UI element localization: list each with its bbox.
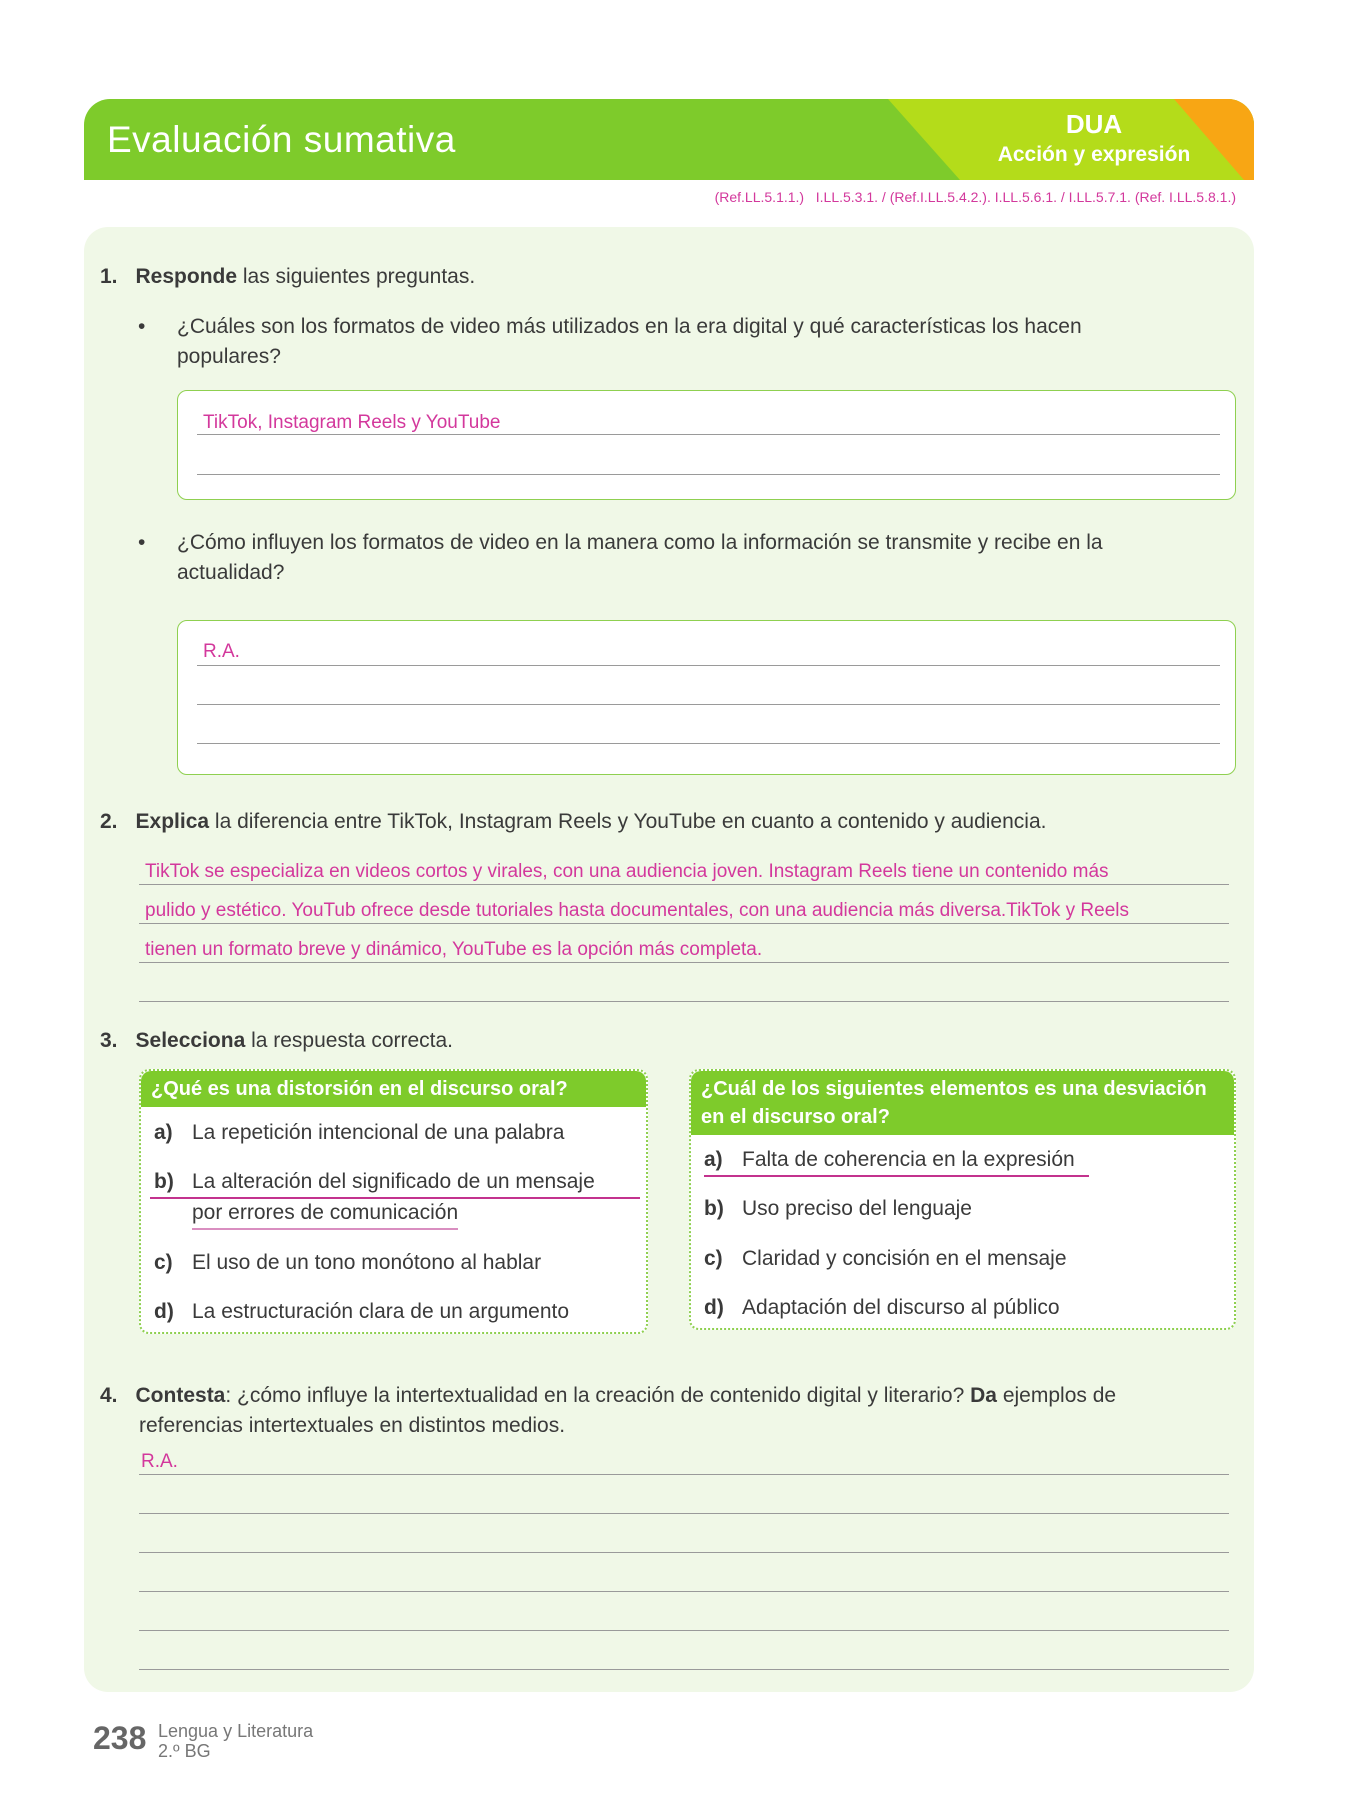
page-number: 238 <box>93 1720 147 1756</box>
answer-1-text: TikTok, Instagram Reels y YouTube <box>203 412 501 433</box>
answer-text-line: pulido y estético. YouTub ofrece desde tutoriales hasta documentales, con una audiencia más diversa.TikTok y Reels <box>145 900 1129 921</box>
option-d[interactable] <box>704 1293 1060 1323</box>
q-text: : ¿cómo influye la intertextualidad en la creación de contenido digital y literario? <box>225 1384 971 1407</box>
option-text: La estructuración clara de un argumento <box>192 1300 570 1323</box>
q-text: la diferencia entre TikTok, Instagram Reels y YouTube en cuanto a contenido y audiencia. <box>209 810 1047 833</box>
dua-subtitle: Acción y expresión <box>997 143 1191 166</box>
footer-subject: Lengua y Literatura <box>158 1721 314 1741</box>
choice-question: ¿Qué es una distorsión en el discurso oral? <box>141 1071 646 1107</box>
sub-question-1-line1: ¿Cuáles son los formatos de video más utilizados en la era digital y qué características los hacen <box>177 315 1082 338</box>
option-text: El uso de un tono monótono al hablar <box>192 1251 542 1274</box>
answer-line <box>139 1630 1229 1631</box>
q-verb: Contesta <box>135 1384 226 1407</box>
question-3 <box>100 1026 453 1056</box>
option-c[interactable] <box>154 1248 541 1278</box>
bullet-icon: • <box>138 315 146 338</box>
answer-line <box>139 1513 1229 1514</box>
q-verb: Da <box>970 1384 997 1407</box>
answer-line <box>139 923 1229 924</box>
answer-line <box>139 1474 1229 1475</box>
option-text: Uso preciso del lenguaje <box>742 1197 972 1220</box>
answer-line <box>197 665 1220 666</box>
answer-line <box>197 474 1220 475</box>
question-line: ¿Cuál de los siguientes elementos es una desviación <box>701 1078 1207 1100</box>
section-header <box>84 99 1254 180</box>
option-c[interactable] <box>704 1244 1067 1274</box>
option-a-selected[interactable] <box>704 1145 1089 1177</box>
answer-box-1[interactable] <box>177 390 1236 500</box>
footer-grade: 2.º BG <box>158 1741 211 1761</box>
answer-box-2[interactable] <box>177 620 1236 775</box>
answer-line <box>197 434 1220 435</box>
option-text: La alteración del significado de un mensaje <box>192 1170 595 1193</box>
option-key: a) <box>704 1148 723 1171</box>
option-key: c) <box>154 1251 173 1274</box>
answer-text-line: tienen un formato breve y dinámico, YouTube es la opción más completa. <box>145 939 763 960</box>
answer-line <box>139 884 1229 885</box>
q-text: las siguientes preguntas. <box>237 265 476 288</box>
sub-question-1-line2: populares? <box>177 345 281 368</box>
answer-4-text: R.A. <box>141 1451 178 1472</box>
answer-line <box>139 1669 1229 1670</box>
answer-line <box>139 1001 1229 1002</box>
q-number: 1. <box>100 265 118 288</box>
question-line: en el discurso oral? <box>701 1106 890 1128</box>
sub-question-2-line2: actualidad? <box>177 561 285 584</box>
question-2 <box>100 807 1046 837</box>
option-b-selected[interactable] <box>150 1167 640 1199</box>
answer-line <box>139 1552 1229 1553</box>
option-b[interactable] <box>704 1194 972 1224</box>
choice-question <box>691 1071 1234 1135</box>
reference-codes: (Ref.LL.5.1.1.) I.LL.5.3.1. / (Ref.I.LL.5.4.2.). I.LL.5.6.1. / I.LL.5.7.1. (Ref. I.LL.5.8.1.) <box>714 189 1236 205</box>
answer-2-text: R.A. <box>203 641 240 662</box>
q-number: 2. <box>100 810 118 833</box>
question-4 <box>100 1381 1116 1411</box>
q-verb: Responde <box>135 265 238 288</box>
question-4-line2: referencias intertextuales en distintos medios. <box>139 1414 566 1437</box>
answer-line <box>139 1591 1229 1592</box>
sub-question-2-line1: ¿Cómo influyen los formatos de video en la manera como la información se transmite y recibe en la <box>177 531 1103 554</box>
answer-line <box>197 704 1220 705</box>
option-text: Adaptación del discurso al público <box>742 1296 1060 1319</box>
option-b-continued: por errores de comunicación <box>192 1198 458 1230</box>
option-key: b) <box>704 1197 724 1220</box>
q-text: la respuesta correcta. <box>245 1029 454 1052</box>
q-text: ejemplos de <box>997 1384 1117 1407</box>
q-number: 3. <box>100 1029 118 1052</box>
q-verb: Selecciona <box>135 1029 246 1052</box>
bullet-icon: • <box>138 531 146 554</box>
option-text: Claridad y concisión en el mensaje <box>742 1247 1067 1270</box>
page-title: Evaluación sumativa <box>107 119 456 160</box>
option-text: Falta de coherencia en la expresión <box>742 1148 1075 1171</box>
question-1 <box>100 262 475 292</box>
q-verb: Explica <box>135 810 210 833</box>
option-key: c) <box>704 1247 723 1270</box>
option-key: d) <box>704 1296 724 1319</box>
dua-label: DUA <box>1065 109 1123 139</box>
option-key: d) <box>154 1300 174 1323</box>
option-d[interactable] <box>154 1297 569 1327</box>
q-number: 4. <box>100 1384 118 1407</box>
option-a[interactable] <box>154 1118 564 1148</box>
answer-line <box>139 962 1229 963</box>
option-key: b) <box>154 1170 174 1193</box>
option-key: a) <box>154 1121 173 1144</box>
answer-line <box>197 743 1220 744</box>
option-text: La repetición intencional de una palabra <box>192 1121 565 1144</box>
answer-text-line: TikTok se especializa en videos cortos y virales, con una audiencia joven. Instagram Reels tiene un contenido más <box>145 861 1109 882</box>
